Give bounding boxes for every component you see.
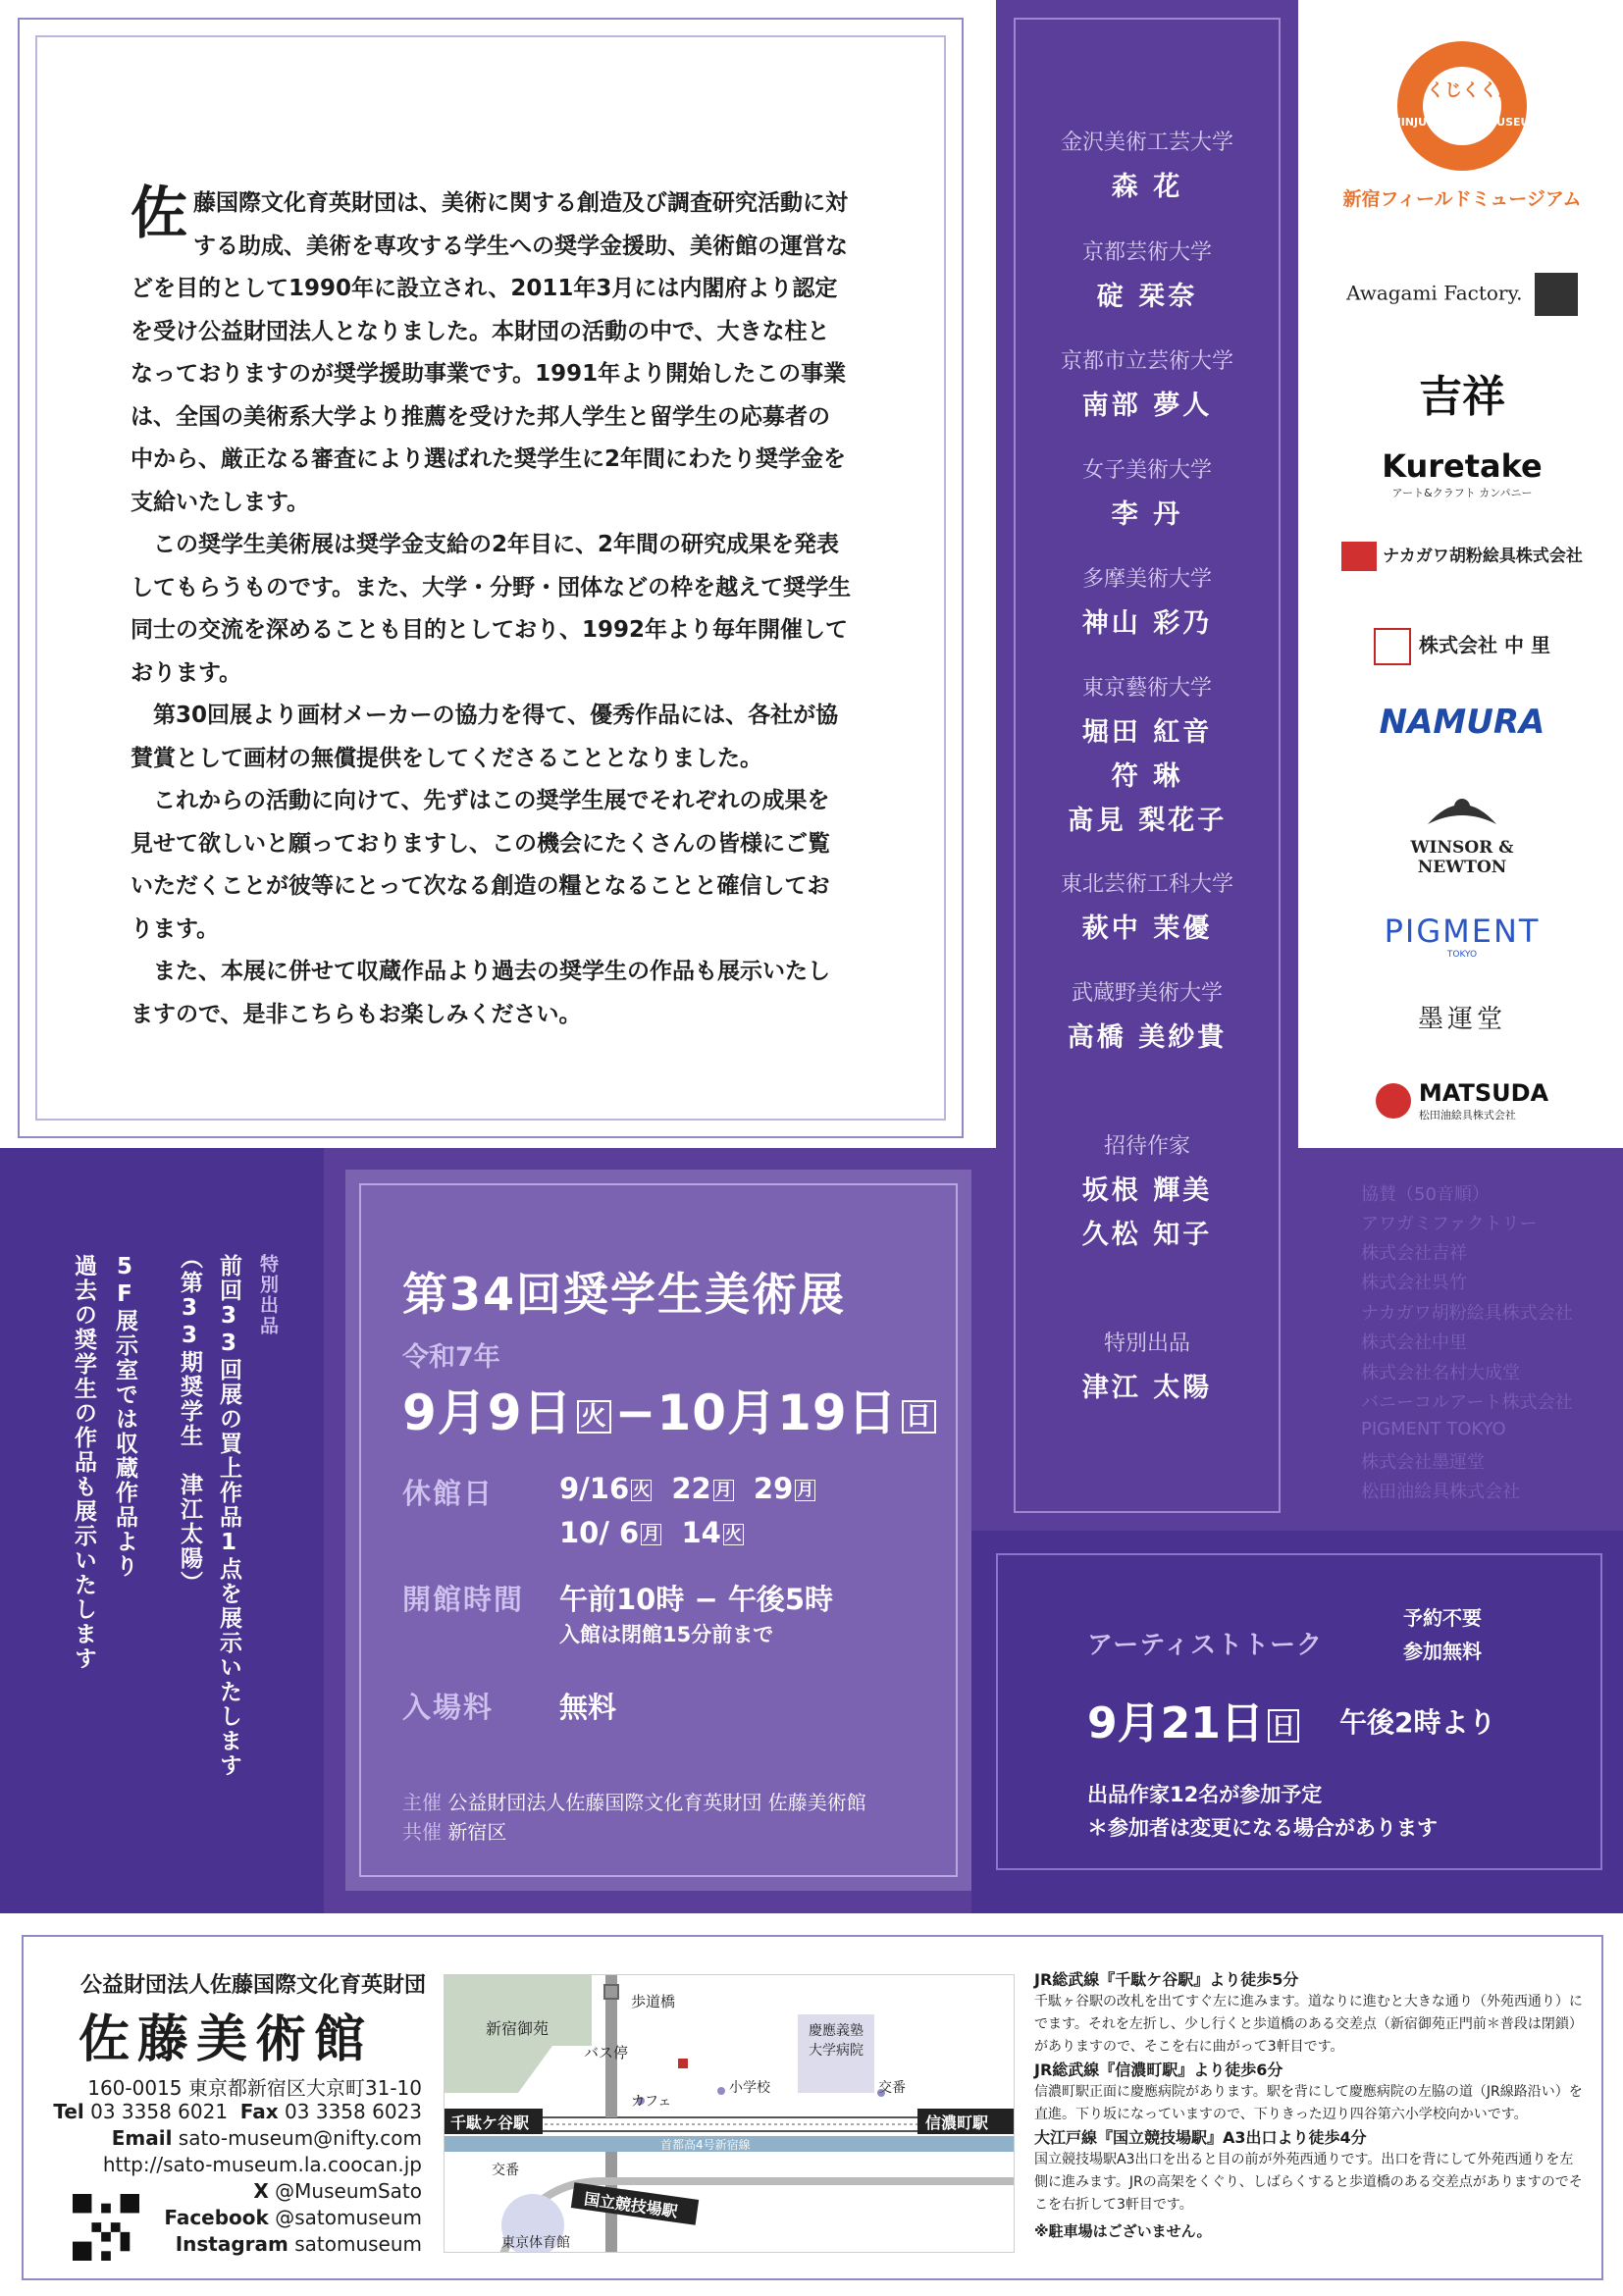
intro-paragraph-5: また、本展に併せて収蔵作品より過去の奨学生の作品も展示いたしますので、是非こちらもお楽しみください。 — [131, 959, 830, 1027]
artist-name: 堀田 紅音 — [1081, 717, 1213, 748]
university-label: 京都市立芸術大学 — [1060, 349, 1233, 374]
artist-name: 高橋 美紗貴 — [1067, 1022, 1228, 1053]
special-line-1: 前回33回展の買上作品1点を展示いたします — [216, 1254, 241, 1778]
map-label-pedestrian-bridge: 歩道橋 — [631, 1993, 676, 2010]
artist-name: 神山 彩乃 — [1081, 608, 1213, 639]
era-year: 令和7年 — [402, 1342, 500, 1373]
map-label-sendagaya-station: 千駄ケ谷駅 — [450, 2113, 530, 2132]
end-date: 10月19日 — [656, 1384, 898, 1441]
access-route-heading: 大江戸線『国立競技場駅』A3出口より徒歩4分 — [1034, 2128, 1367, 2147]
shinjuku-field-museum-logo — [1315, 39, 1609, 211]
sponsor-item: 株式会社吉祥 — [1361, 1243, 1467, 1264]
special-entry-label: 特別出品 — [1103, 1331, 1190, 1356]
artist-name: 南部 夢人 — [1081, 391, 1213, 421]
date-dash: − — [614, 1384, 657, 1441]
artist-talk-time: 午後2時より — [1339, 1706, 1496, 1739]
intro-paragraph-2: この奨学生美術展は奨学金支給の2年目に、2年間の研究成果を発表してもらうものです。また、大学・分野・団体などの枠を越えて奨学生同士の交流を深めることも目的としており、1992年より毎年開催しております。 — [131, 532, 852, 686]
artist-name: 久松 知子 — [1081, 1220, 1213, 1250]
pigment-logo: PIGMENT TOKYO — [1384, 913, 1541, 960]
sponsor-item: 松田油絵具株式会社 — [1361, 1482, 1520, 1502]
university-label: 東北芸術工科大学 — [1060, 872, 1233, 897]
map-label-cafe: カフェ — [631, 2094, 672, 2110]
special-line-4: 過去の奨学生の作品も展示いたします — [71, 1254, 96, 1671]
special-title: 特別出品 — [257, 1254, 279, 1336]
address: 160-0015 東京都新宿区大京町31-10 — [87, 2076, 422, 2100]
sponsors-heading: 協賛（50音順） — [1361, 1184, 1490, 1205]
university-label: 金沢美術工芸大学 — [1060, 130, 1233, 155]
artist-name: 坂根 輝美 — [1081, 1175, 1213, 1206]
sponsor-item: バニーコルアート株式会社 — [1361, 1392, 1573, 1413]
awagami-logo: Awagami Factory. — [1315, 273, 1609, 316]
artist-talk-title: アーティストトーク — [1087, 1631, 1324, 1660]
foundation-name: 公益財団法人佐藤国際文化育英財団 — [80, 1973, 427, 1998]
access-route-text: 信濃町駅正面に慶應病院があります。駅を背にして慶應病院の左脇の道（JR線路沿い）を直進。下り坂になっていますので、下りきった辺り四谷第六小学校向かいです。 — [1034, 2084, 1583, 2122]
intro-paragraph-4: これからの活動に向けて、先ずはこの奨学生展でそれぞれの成果を見せて欲しいと願っておりますし、この機会にたくさんの皆様にご覧いただくことが彼等にとって次なる創造の糧となることと確信しております。 — [131, 788, 830, 942]
svg-text:SHINJUKU FIELD MUSEUM: SHINJUKU FIELD MUSEUM — [1384, 116, 1541, 129]
map-label-gym: 東京体育館 — [501, 2235, 570, 2251]
fee-value: 無料 — [559, 1691, 617, 1724]
sponsor-item: 株式会社名村大成堂 — [1361, 1363, 1520, 1383]
winsor-newton-logo: WINSOR & NEWTON — [1315, 785, 1609, 877]
artist-name: 李 丹 — [1111, 499, 1183, 530]
artist-talk-info: 出品作家12名が参加予定 ＊参加者は変更になる場合があります — [1087, 1783, 1438, 1840]
university-label: 東京藝術大学 — [1081, 676, 1212, 701]
artist-name: 森 花 — [1111, 172, 1183, 202]
instagram-account[interactable]: Instagram satomuseum — [175, 2232, 422, 2256]
artist-name: 髙見 梨花子 — [1067, 806, 1228, 836]
nakagawa-logo: ナカガワ胡粉絵具株式会社 — [1315, 542, 1609, 571]
namura-logo: NAMURA — [1379, 703, 1545, 742]
access-route-text: 国立競技場駅A3出口を出ると目の前が外苑西通りです。出口を背にして外苑西通りを左側に進みます。JRの高架をくぐり、しばらくすると歩道橋のある交差点がありますのでそこを右折して3軒目です。 — [1034, 2152, 1583, 2213]
university-label: 女子美術大学 — [1081, 458, 1212, 483]
museum-name: 佐藤美術館 — [79, 2010, 374, 2069]
map-label-gyoen: 新宿御苑 — [486, 2019, 550, 2038]
matsuda-logo: MATSUDA 松田油絵具株式会社 — [1315, 1079, 1609, 1122]
university-label: 武蔵野美術大学 — [1071, 981, 1223, 1006]
sponsor-item: ナカガワ胡粉絵具株式会社 — [1361, 1303, 1573, 1324]
qr-code-icon — [73, 2194, 139, 2261]
special-line-3: 5F展示室では収蔵作品より — [112, 1254, 137, 1579]
map-label-bus-stop: バス停 — [584, 2044, 629, 2061]
bokuundo-logo: 墨運堂 — [1417, 1005, 1506, 1034]
intro-text — [131, 180, 852, 1036]
sponsor-item: アワガミファクトリー — [1361, 1214, 1538, 1234]
sponsor-item: 株式会社中里 — [1361, 1332, 1467, 1353]
access-route-text: 千駄ヶ谷駅の改札を出てすぐ左に進みます。道なりに進むと大きな通り（外苑西通り）にでます。それを左折し、少し行くと歩道橋のある交差点（新宿御苑正門前＊普段は閉鎖）がありますので、そこを右に曲がって3軒目です。 — [1034, 1994, 1583, 2055]
phone-fax: Tel 03 3358 6021 Fax 03 3358 6023 — [53, 2100, 422, 2123]
hours-value: 午前10時 − 午後5時 — [559, 1583, 834, 1616]
map-label-expressway: 首都高4号新宿線 — [660, 2138, 751, 2152]
svg-text:くくじくくん: くくじくくん — [1409, 80, 1515, 101]
artist-name: 萩中 茉優 — [1081, 913, 1213, 944]
artist-name: 符 琳 — [1111, 761, 1183, 792]
intro-paragraph-3: 第30回展より画材メーカーの協力を得て、優秀作品には、各社が協賛賞として画材の無償提供をしてくださることとなりました。 — [131, 703, 839, 771]
map-label-koban: 交番 — [878, 2080, 906, 2096]
facebook-account[interactable]: Facebook @satomuseum — [164, 2206, 422, 2229]
sponsor-item: 株式会社墨運堂 — [1361, 1452, 1485, 1473]
artist-talk-note: 予約不要 参加無料 — [1403, 1606, 1482, 1663]
exhibition-title: 第34回奨学生美術展 — [402, 1268, 847, 1321]
artist-name: 津江 太陽 — [1081, 1373, 1213, 1403]
closed-days-label: 休館日 — [402, 1477, 495, 1510]
website-link[interactable]: http://sato-museum.la.coocan.jp — [102, 2153, 422, 2176]
sponsor-item: PIGMENT TOKYO — [1361, 1419, 1506, 1439]
organizers: 主催 公益財団法人佐藤国際文化育英財団 佐藤美術館 共催 新宿区 — [402, 1791, 866, 1844]
university-label: 多摩美術大学 — [1081, 567, 1212, 592]
map-label-kokuritsu-station: 国立競技場駅 — [583, 2189, 679, 2221]
exhibition-dates — [402, 1374, 940, 1444]
fee-label: 入場料 — [402, 1691, 495, 1724]
nakazato-logo: 株式会社 中 里 — [1315, 628, 1609, 665]
access-map — [444, 1974, 1015, 2253]
hours-note: 入館は閉館15分前まで — [559, 1623, 774, 1646]
guest-artists-label: 招待作家 — [1103, 1134, 1190, 1159]
x-account[interactable]: X @MuseumSato — [253, 2179, 422, 2203]
dropcap: 佐 — [131, 180, 188, 246]
university-label: 京都芸術大学 — [1081, 240, 1212, 265]
shinjuku-caption: 新宿フィールドミュージアム — [1342, 188, 1582, 210]
special-line-2: （第33期奨学生 津江太陽） — [177, 1246, 202, 1595]
access-route-heading: JR総武線『千駄ケ谷駅』より徒歩5分 — [1034, 1970, 1299, 1989]
closed-days-line-1: 9/16 火 22 月 29 月 — [559, 1472, 814, 1505]
closed-days-line-2: 10/ 6 月 14 火 — [559, 1516, 742, 1549]
access-directions — [1034, 1968, 1584, 2243]
email[interactable]: Email sato-museum@nifty.com — [111, 2126, 422, 2150]
artist-name: 碇 栞奈 — [1096, 282, 1198, 312]
parking-note: ※駐車場はございません。 — [1034, 2222, 1212, 2240]
map-label-koban: 交番 — [492, 2163, 519, 2178]
start-date: 9月9日 — [402, 1384, 573, 1441]
map-label-shinanomachi-station: 信濃町駅 — [925, 2113, 989, 2132]
start-day: 火 — [577, 1400, 611, 1434]
sponsor-item: 株式会社呉竹 — [1361, 1273, 1467, 1293]
end-day: 日 — [902, 1400, 936, 1434]
kissho-logo: 吉祥 — [1419, 372, 1505, 422]
hours-label: 開館時間 — [402, 1583, 525, 1616]
artist-talk-date: 9月21日 日 — [1087, 1688, 1303, 1750]
map-label-hospital: 慶應義塾 大学病院 — [809, 2023, 864, 2059]
intro-paragraph-1: 藤国際文化育英財団は、美術に関する創造及び調査研究活動に対する助成、美術を専攻する学生への奨学金援助、美術館の運営などを目的として1990年に設立され、2011年3月には内閣府より認定を受け公益財団法人となりました。本財団の活動の中で、大きな柱となっておりますのが奨学援助事業です。1991年より開始したこの事業は、全国の美術系大学より推薦を受けた邦人学生と留学生の応募者の中から、厳正なる審査により選ばれた奨学生に2年間にわたり奨学金を支給いたします。 — [131, 190, 849, 515]
map-label-school: 小学校 — [729, 2080, 770, 2096]
kuretake-logo: Kuretake アート&クラフト カンパニー — [1382, 447, 1543, 499]
access-route-heading: JR総武線『信濃町駅』より徒歩6分 — [1034, 2061, 1283, 2079]
